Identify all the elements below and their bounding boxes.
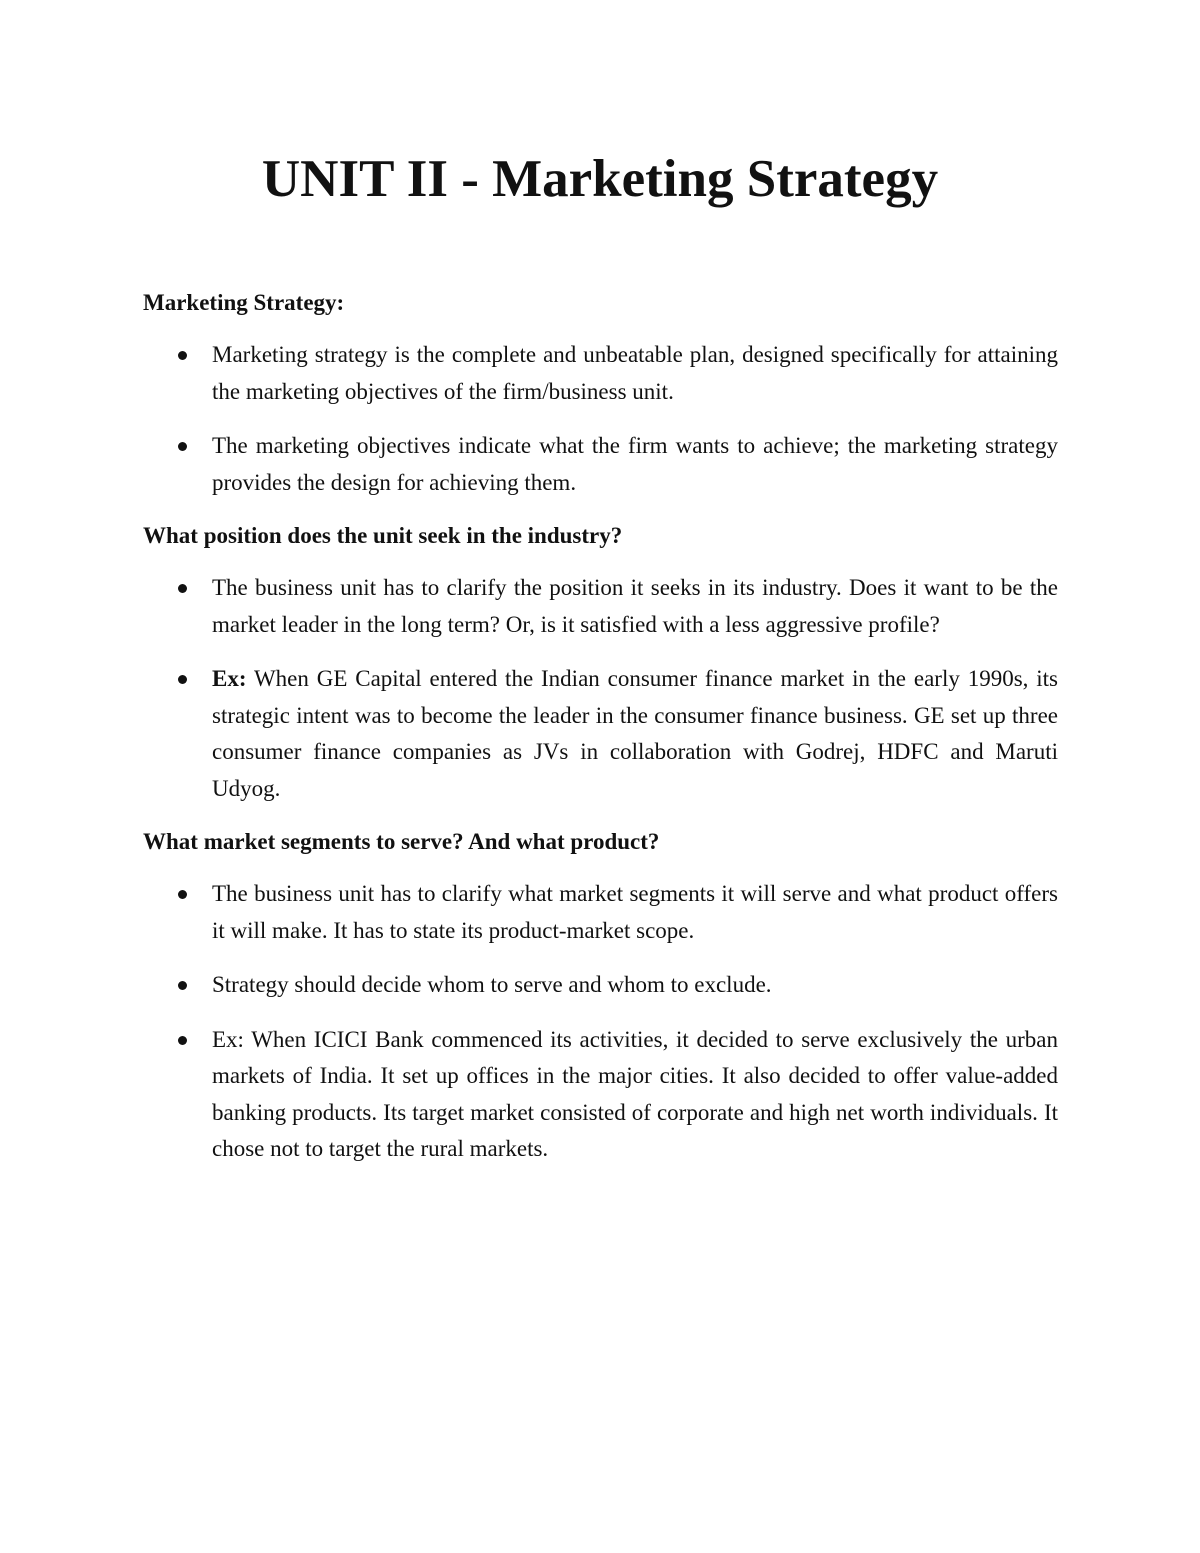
list-item-text: Strategy should decide whom to serve and whom to exclude. <box>212 972 772 997</box>
bullet-icon <box>178 1036 187 1045</box>
section-heading: Marketing Strategy: <box>143 290 345 315</box>
list-item <box>143 876 1058 949</box>
bullet-icon <box>178 584 187 593</box>
bullet-icon <box>178 442 187 451</box>
bullet-icon <box>178 351 187 360</box>
bullet-icon <box>178 890 187 899</box>
bullet-list <box>143 337 1058 501</box>
page-title: UNIT II - Marketing Strategy <box>261 150 939 208</box>
bullet-list <box>143 570 1058 807</box>
document-body <box>143 288 1058 1188</box>
list-item-text: Ex: When ICICI Bank commenced its activities, it decided to serve exclusively the urban markets of India. It set up offices in the major cities. It also decided to offer value-added banking products. Its target market consisted of corporate and high net worth individuals. It chose not to target the rural markets. <box>212 1026 1058 1161</box>
list-item <box>143 1022 1058 1168</box>
section-heading: What position does the unit seek in the industry? <box>143 523 623 548</box>
list-item <box>143 428 1058 501</box>
list-item-text: The business unit has to clarify the position it seeks in its industry. Does it want to be the market leader in the long term? Or, is it satisfied with a less aggressive profile? <box>212 575 1058 637</box>
bullet-icon <box>178 675 187 684</box>
section-marketing-strategy <box>143 288 1058 501</box>
example-label: Ex: <box>212 666 247 691</box>
bullet-icon <box>178 981 187 990</box>
section-heading: What market segments to serve? And what product? <box>143 829 660 854</box>
list-item <box>143 967 1058 1004</box>
list-item-text: When GE Capital entered the Indian consumer finance market in the early 1990s, its strategic intent was to become the leader in the consumer finance business. GE set up three consumer finance companies as JVs in collaboration with Godrej, HDFC and Maruti Udyog. <box>212 666 1058 801</box>
list-item-text: The business unit has to clarify what market segments it will serve and what product offers it will make. It has to state its product-market scope. <box>212 881 1058 943</box>
bullet-list <box>143 876 1058 1168</box>
list-item <box>143 661 1058 807</box>
section-segments <box>143 827 1058 1168</box>
list-item <box>143 570 1058 643</box>
list-item <box>143 337 1058 410</box>
section-position <box>143 521 1058 807</box>
list-item-text: Marketing strategy is the complete and unbeatable plan, designed specifically for attaining the marketing objectives of the firm/business unit. <box>212 342 1058 404</box>
list-item-text: The marketing objectives indicate what the firm wants to achieve; the marketing strategy provides the design for achieving them. <box>212 433 1058 495</box>
